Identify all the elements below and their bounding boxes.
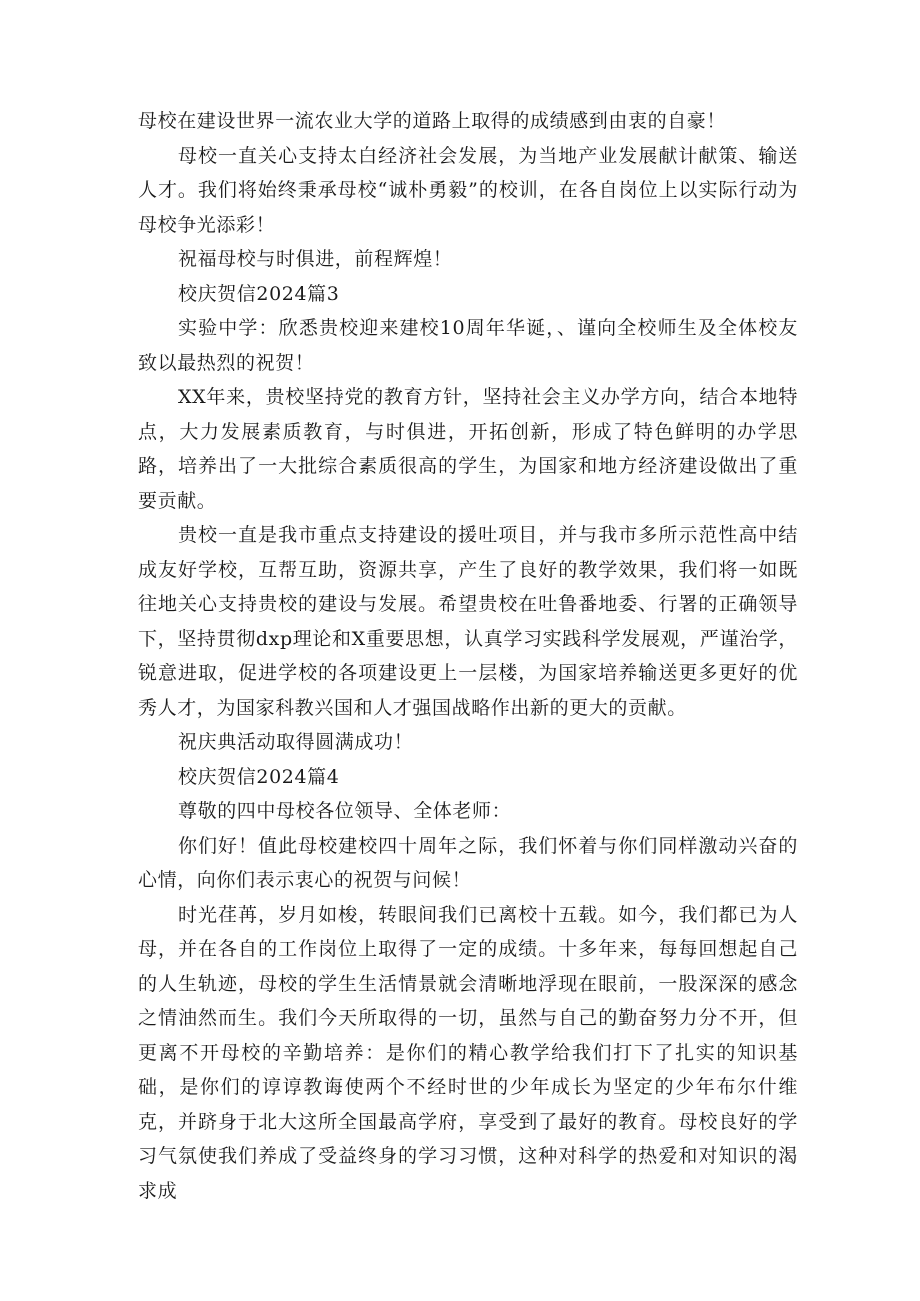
paragraph-12: 时光荏苒，岁月如梭，转眼间我们已离校十五载。如今，我们都已为人母，并在各自的工作岗位上取得了一定的成绩。十多年来，每每回想起自己的人生轨迹，母校的学生生活情景就会清晰地浮现在眼前，一股深深的感念之情油然而生。我们今天所取得的一切，虽然与自己的勤奋努力分不开，但更离不开母校的辛勤培养：是你们的精心教学给我们打下了扎实的知识基础，是你们的谆谆教诲使两个不经时世的少年成长为坚定的少年布尔什维克，并跻身于北大这所全国最高学府，享受到了最好的教育。母校良好的学习气氛使我们养成了受益终身的学习习惯，这种对科学的热爱和对知识的渴求成 — [138, 903, 798, 1202]
paragraph-2: 母校一直关心支持太白经济社会发展，为当地产业发展献计献策、输送人才。我们将始终秉承母校“诚朴勇毅”的校训，在各自岗位上以实际行动为母校争光添彩！ — [138, 144, 798, 236]
paragraph-3: 祝福母校与时俱进，前程辉煌！ — [178, 248, 453, 270]
paragraph-5: 实验中学：欣悉贵校迎来建校10周年华诞，、谨向全校师生及全体校友致以最热烈的祝贺！ — [138, 317, 798, 374]
paragraph-1: 母校在建设世界一流农业大学的道路上取得的成绩感到由衷的自豪！ — [138, 110, 727, 132]
paragraph-6: XX年来，贵校坚持党的教育方针，坚持社会主义办学方向，结合本地特点，大力发展素质教育，与时俱进，开拓创新，形成了特色鲜明的办学思路，培养出了一大批综合素质很高的学生，为国家和地方经济建设做出了重要贡献。 — [138, 386, 798, 512]
paragraph-11: 你们好！值此母校建校四十周年之际，我们怀着与你们同样激动兴奋的心情，向你们表示衷心的祝贺与问候！ — [138, 834, 798, 891]
section-heading-3: 校庆贺信2024篇3 — [178, 282, 340, 305]
paragraph-7: 贵校一直是我市重点支持建设的援吐项目，并与我市多所示范性高中结成友好学校，互帮互助，资源共享，产生了良好的教学效果，我们将一如既往地关心支持贵校的建设与发展。希望贵校在吐鲁番地委、行署的正确领导下，坚持贯彻dxp理论和X重要思想，认真学习实践科学发展观，严谨治学，锐意进取，促进学校的各项建设更上一层楼，为国家培养输送更多更好的优秀人才，为国家科教兴国和人才强国战略作出新的更大的贡献。 — [138, 524, 798, 719]
document-page — [138, 104, 798, 1208]
section-heading-4: 校庆贺信2024篇4 — [178, 765, 340, 788]
salutation: 尊敬的四中母校各位领导、全体老师： — [178, 800, 512, 822]
paragraph-8: 祝庆典活动取得圆满成功！ — [178, 731, 414, 753]
